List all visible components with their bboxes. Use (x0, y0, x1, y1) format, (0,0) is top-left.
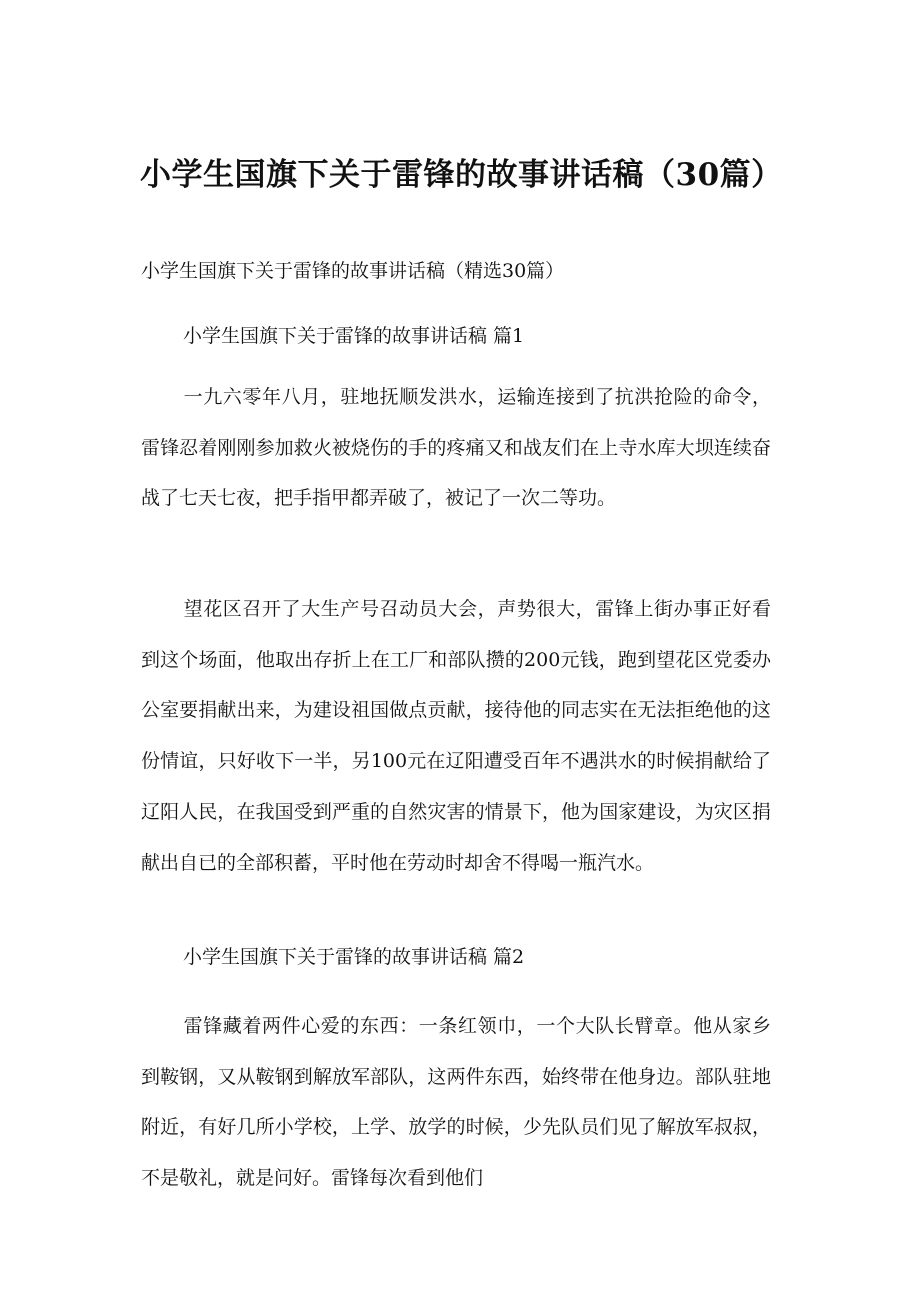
paragraph-text: 一九六零年八月，驻地抚顺发洪水，运输连接到了抗洪抢险的命令，雷锋忍着刚刚参加救火被烧伤的手的疼痛又和战友们在上寺水库大坝连续奋战了七天七夜，把手指甲都弄破了，被记了一次二等功。 (141, 386, 771, 510)
section-heading-1: 小学生国旗下关于雷锋的故事讲话稿 篇1 (183, 325, 525, 347)
section-heading-2: 小学生国旗下关于雷锋的故事讲话稿 篇2 (183, 946, 525, 968)
paragraph-3 (141, 1001, 771, 1204)
paragraph-1 (141, 372, 771, 524)
paragraph-2 (141, 584, 771, 888)
document-subtitle: 小学生国旗下关于雷锋的故事讲话稿（精选30篇） (141, 260, 565, 282)
document-title: 小学生国旗下关于雷锋的故事讲话稿（30篇） (140, 157, 783, 193)
paragraph-text: 望花区召开了大生产号召动员大会，声势很大，雷锋上街办事正好看到这个场面，他取出存折上在工厂和部队攒的200元钱，跑到望花区党委办公室要捐献出来，为建设祖国做点贡献，接待他的同志实在无法拒绝他的这份情谊，只好收下一半，另100元在辽阳遭受百年不遇洪水的时候捐献给了辽阳人民，在我国受到严重的自然灾害的情景下，他为国家建设，为灾区捐献出自已的全部积蓄，平时他在劳动时却舍不得喝一瓶汽水。 (141, 598, 771, 874)
paragraph-text: 雷锋藏着两件心爱的东西：一条红领巾，一个大队长臂章。他从家乡到鞍钢，又从鞍钢到解放军部队，这两件东西，始终带在他身边。部队驻地附近，有好几所小学校，上学、放学的时候，少先队员们见了解放军叔叔，不是敬礼，就是问好。雷锋每次看到他们 (141, 1015, 771, 1190)
